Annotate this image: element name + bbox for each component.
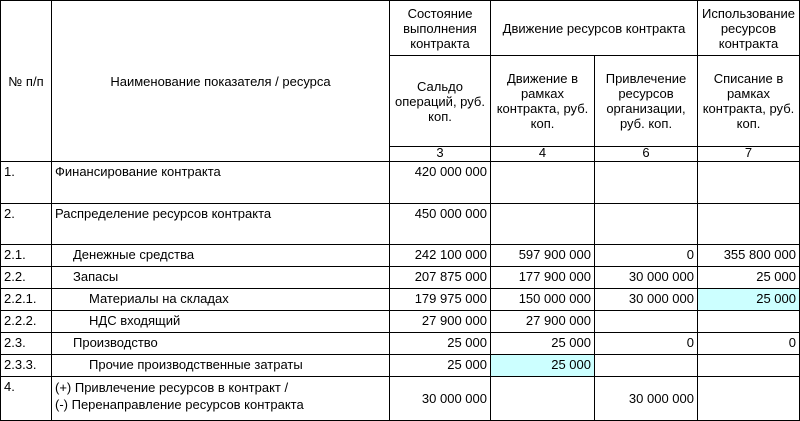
row-col3: 30 000 000 xyxy=(389,376,491,421)
header-col6: Привлечение ресурсов организации, руб. коп. xyxy=(594,55,698,147)
row-col6 xyxy=(594,161,698,204)
row-col7 xyxy=(697,376,800,421)
row-col6: 0 xyxy=(594,332,698,355)
row-num: 2. xyxy=(0,203,52,245)
row-col7 xyxy=(697,354,800,377)
row-col3: 27 900 000 xyxy=(389,310,491,333)
row-col7-highlighted: 25 000 xyxy=(697,288,800,311)
row-num: 2.2.1. xyxy=(0,288,52,311)
row-col3: 242 100 000 xyxy=(389,244,491,267)
header-col7: Списание в рамках контракта, руб. коп. xyxy=(697,55,800,147)
row-col6: 0 xyxy=(594,244,698,267)
header-col4-num: 4 xyxy=(490,146,595,162)
row-col6: 30 000 000 xyxy=(594,266,698,289)
row-name: Производство xyxy=(51,332,390,355)
row-col4 xyxy=(490,376,595,421)
row-col6 xyxy=(594,310,698,333)
row-col7 xyxy=(697,161,800,204)
header-col3: Сальдо операций, руб. коп. xyxy=(389,55,491,147)
row-col3: 179 975 000 xyxy=(389,288,491,311)
header-state-group: Состояние выполнения контракта xyxy=(389,0,491,56)
row-col3: 420 000 000 xyxy=(389,161,491,204)
row-col3: 207 875 000 xyxy=(389,266,491,289)
row-col4: 25 000 xyxy=(490,332,595,355)
row-col4 xyxy=(490,161,595,204)
row-name-line-2: (-) Перенаправление ресурсов контракта xyxy=(55,397,304,412)
header-col6-num: 6 xyxy=(594,146,698,162)
row-col4: 150 000 000 xyxy=(490,288,595,311)
row-num: 1. xyxy=(0,161,52,204)
row-num: 2.3.3. xyxy=(0,354,52,377)
row-num: 4. xyxy=(0,376,52,421)
row-col3: 450 000 000 xyxy=(389,203,491,245)
row-col6 xyxy=(594,354,698,377)
row-name: Запасы xyxy=(51,266,390,289)
row-col7: 0 xyxy=(697,332,800,355)
row-col4: 597 900 000 xyxy=(490,244,595,267)
row-col7 xyxy=(697,310,800,333)
header-movement-group: Движение ресурсов контракта xyxy=(490,0,698,56)
header-name: Наименование показателя / ресурса xyxy=(51,0,390,162)
header-col7-num: 7 xyxy=(697,146,800,162)
row-col4: 177 900 000 xyxy=(490,266,595,289)
header-col4: Движение в рамках контракта, руб. коп. xyxy=(490,55,595,147)
row-col3: 25 000 xyxy=(389,332,491,355)
header-usage-group: Использование ресурсов контракта xyxy=(697,0,800,56)
row-name: Прочие производственные затраты xyxy=(51,354,390,377)
row-num: 2.2.2. xyxy=(0,310,52,333)
row-name-line-1: (+) Привлечение ресурсов в контракт / xyxy=(55,380,289,395)
row-name: Финансирование контракта xyxy=(51,161,390,204)
row-num: 2.3. xyxy=(0,332,52,355)
header-num: № п/п xyxy=(0,0,52,162)
row-name: Материалы на складах xyxy=(51,288,390,311)
row-col4 xyxy=(490,203,595,245)
row-name: Распределение ресурсов контракта xyxy=(51,203,390,245)
row-name xyxy=(51,376,390,421)
row-col4: 27 900 000 xyxy=(490,310,595,333)
row-num: 2.1. xyxy=(0,244,52,267)
row-name: НДС входящий xyxy=(51,310,390,333)
row-col7: 25 000 xyxy=(697,266,800,289)
header-col3-num: 3 xyxy=(389,146,491,162)
row-col7: 355 800 000 xyxy=(697,244,800,267)
row-col6: 30 000 000 xyxy=(594,376,698,421)
row-name: Денежные средства xyxy=(51,244,390,267)
row-col6 xyxy=(594,203,698,245)
row-col4-highlighted: 25 000 xyxy=(490,354,595,377)
row-col7 xyxy=(697,203,800,245)
row-col3: 25 000 xyxy=(389,354,491,377)
row-col6: 30 000 000 xyxy=(594,288,698,311)
row-num: 2.2. xyxy=(0,266,52,289)
